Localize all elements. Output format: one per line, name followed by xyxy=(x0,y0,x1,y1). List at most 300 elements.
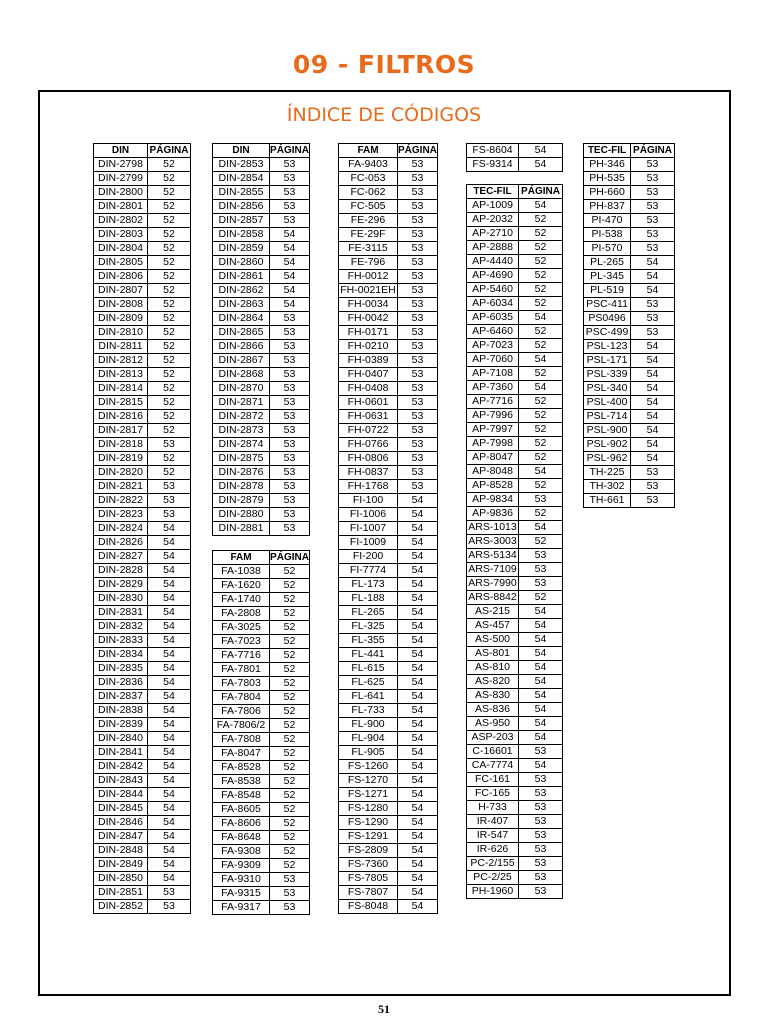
page-header: PÁGINA xyxy=(631,144,675,158)
page-title: 09 - FILTROS xyxy=(292,50,476,79)
page-ref: 54 xyxy=(398,816,438,830)
page-ref: 54 xyxy=(398,536,438,550)
page-ref: 53 xyxy=(270,887,310,901)
product-code: FH-0766 xyxy=(339,438,398,452)
page-ref: 52 xyxy=(519,507,563,521)
table-row xyxy=(94,592,191,606)
table-row xyxy=(94,578,191,592)
page-ref: 52 xyxy=(148,284,191,298)
table-row xyxy=(339,312,438,326)
product-code: DIN-2813 xyxy=(94,368,148,382)
table-row xyxy=(584,186,675,200)
table-row xyxy=(467,549,563,563)
table-row xyxy=(339,326,438,340)
page-ref: 52 xyxy=(270,761,310,775)
page-ref: 53 xyxy=(270,480,310,494)
page-ref: 53 xyxy=(270,214,310,228)
product-code: PSC-411 xyxy=(584,298,631,312)
page-ref: 54 xyxy=(148,592,191,606)
product-code: DIN-2808 xyxy=(94,298,148,312)
product-code: TH-661 xyxy=(584,494,631,508)
product-code: AS-810 xyxy=(467,661,519,675)
product-code: FL-188 xyxy=(339,592,398,606)
product-code: DIN-2817 xyxy=(94,424,148,438)
table-row xyxy=(467,815,563,829)
page-ref: 54 xyxy=(148,550,191,564)
product-code: FL-905 xyxy=(339,746,398,760)
product-code: AP-4440 xyxy=(467,255,519,269)
page-ref: 54 xyxy=(148,760,191,774)
product-code: PI-470 xyxy=(584,214,631,228)
page-ref: 53 xyxy=(519,815,563,829)
product-code: FI-1009 xyxy=(339,536,398,550)
product-code: DIN-2806 xyxy=(94,270,148,284)
product-code: FA-8605 xyxy=(213,803,270,817)
product-code: FH-0407 xyxy=(339,368,398,382)
table-row xyxy=(94,844,191,858)
page-ref: 54 xyxy=(519,381,563,395)
table-row xyxy=(339,830,438,844)
page-header: PÁGINA xyxy=(398,145,437,156)
table-row xyxy=(213,340,310,354)
product-code: FA-8606 xyxy=(213,817,270,831)
page-ref: 52 xyxy=(148,466,191,480)
table-row xyxy=(467,144,563,158)
table-row xyxy=(584,466,675,480)
page-ref: 54 xyxy=(398,900,438,914)
table-row xyxy=(339,550,438,564)
page-ref: 54 xyxy=(519,759,563,773)
page-ref: 54 xyxy=(398,676,438,690)
product-code: AS-500 xyxy=(467,633,519,647)
table-row xyxy=(213,158,310,172)
table-row xyxy=(213,705,310,719)
table-row xyxy=(94,886,191,900)
table-row xyxy=(213,396,310,410)
page-ref: 53 xyxy=(398,452,438,466)
product-code: FH-0389 xyxy=(339,354,398,368)
table-row xyxy=(467,493,563,507)
page-ref: 53 xyxy=(631,228,675,242)
product-code: AS-820 xyxy=(467,675,519,689)
product-code: FH-0408 xyxy=(339,382,398,396)
table-row xyxy=(213,817,310,831)
table-row xyxy=(467,339,563,353)
table-row xyxy=(213,901,310,915)
product-code: FI-100 xyxy=(339,494,398,508)
product-code: PSL-171 xyxy=(584,354,631,368)
table-row xyxy=(584,270,675,284)
page-ref: 54 xyxy=(519,465,563,479)
page-ref: 53 xyxy=(148,508,191,522)
page-ref: 53 xyxy=(270,396,310,410)
table-row xyxy=(94,172,191,186)
page-ref: 54 xyxy=(398,788,438,802)
page-ref: 54 xyxy=(519,521,563,535)
table-row xyxy=(467,311,563,325)
table-row xyxy=(213,494,310,508)
page-ref: 52 xyxy=(270,579,310,593)
page-ref: 53 xyxy=(519,563,563,577)
table-row xyxy=(94,900,191,914)
product-code: FH-0012 xyxy=(339,270,398,284)
index-column xyxy=(93,143,191,914)
table-row xyxy=(584,438,675,452)
table-row xyxy=(339,578,438,592)
product-code: FS-7807 xyxy=(339,886,398,900)
page-ref: 52 xyxy=(519,423,563,437)
page-ref: 54 xyxy=(148,536,191,550)
table-row xyxy=(94,718,191,732)
table-row xyxy=(94,550,191,564)
product-code: ARS-7990 xyxy=(468,577,517,589)
table-row xyxy=(213,593,310,607)
product-code: AP-6460 xyxy=(467,325,519,339)
table-row xyxy=(467,787,563,801)
table-row xyxy=(467,353,563,367)
product-code: DIN-2838 xyxy=(94,704,148,718)
product-code: FE-3115 xyxy=(339,242,398,256)
page-ref: 54 xyxy=(519,647,563,661)
product-code: DIN-2810 xyxy=(94,326,148,340)
product-code: DIN-2854 xyxy=(213,172,270,186)
table-row xyxy=(94,830,191,844)
product-code: DIN-2801 xyxy=(94,200,148,214)
table-row xyxy=(213,887,310,901)
page-ref: 52 xyxy=(148,228,191,242)
product-code: DIN-2839 xyxy=(94,718,148,732)
table-row xyxy=(584,256,675,270)
table-row xyxy=(213,480,310,494)
product-code: FA-9308 xyxy=(213,845,270,859)
product-code: FS-8604 xyxy=(467,144,519,158)
page-ref: 54 xyxy=(519,311,563,325)
index-subtitle: ÍNDICE DE CÓDIGOS xyxy=(286,104,482,126)
product-code: DIN-2862 xyxy=(213,284,270,298)
table-row xyxy=(94,816,191,830)
page-ref: 54 xyxy=(398,494,438,508)
page-ref: 54 xyxy=(519,158,563,172)
product-code: PSL-714 xyxy=(584,410,631,424)
table-row xyxy=(213,466,310,480)
page-ref: 54 xyxy=(398,802,438,816)
page-ref: 54 xyxy=(398,886,438,900)
page-ref: 54 xyxy=(270,284,310,298)
product-code: PH-660 xyxy=(584,186,631,200)
product-code: ARS-1013 xyxy=(468,521,517,533)
product-code: FL-625 xyxy=(339,676,398,690)
product-code: FL-900 xyxy=(339,718,398,732)
table-row xyxy=(94,620,191,634)
product-code: FA-8047 xyxy=(213,747,270,761)
product-code: DIN-2805 xyxy=(94,256,148,270)
table-row xyxy=(339,480,438,494)
table-row xyxy=(94,368,191,382)
page-ref: 54 xyxy=(631,424,675,438)
table-row xyxy=(467,479,563,493)
product-code: FH-0631 xyxy=(339,410,398,424)
product-code: AP-7023 xyxy=(467,339,519,353)
table-row xyxy=(584,410,675,424)
product-code: DIN-2873 xyxy=(213,424,270,438)
page-ref: 53 xyxy=(398,200,438,214)
page-ref: 54 xyxy=(148,788,191,802)
table-row xyxy=(467,507,563,521)
table-row xyxy=(94,424,191,438)
product-code: DIN-2855 xyxy=(213,186,270,200)
table-row xyxy=(467,619,563,633)
page-ref: 52 xyxy=(519,255,563,269)
product-code: FH-0171 xyxy=(339,326,398,340)
product-code: FA-7808 xyxy=(213,733,270,747)
product-code: DIN-2819 xyxy=(94,452,148,466)
product-code: DIN-2828 xyxy=(94,564,148,578)
page-ref: 53 xyxy=(398,284,438,298)
product-code: FA-8648 xyxy=(213,831,270,845)
product-code: DIN-2846 xyxy=(94,816,148,830)
table-row xyxy=(584,452,675,466)
table-row xyxy=(467,605,563,619)
page-ref: 53 xyxy=(398,172,438,186)
code-table xyxy=(583,143,675,508)
product-code: PSL-962 xyxy=(584,452,631,466)
page-ref: 52 xyxy=(270,677,310,691)
page-ref: 54 xyxy=(631,396,675,410)
product-code: DIN-2879 xyxy=(213,494,270,508)
page-ref: 53 xyxy=(519,577,563,591)
product-code: PH-837 xyxy=(584,200,631,214)
page-ref: 53 xyxy=(270,508,310,522)
table-row xyxy=(94,732,191,746)
product-code: FS-2809 xyxy=(339,844,398,858)
table-row xyxy=(467,269,563,283)
product-code: DIN-2856 xyxy=(213,200,270,214)
product-code: TH-225 xyxy=(584,466,631,480)
table-row xyxy=(467,703,563,717)
page-ref: 53 xyxy=(270,466,310,480)
table-header-row xyxy=(213,551,310,565)
page-ref: 54 xyxy=(270,298,310,312)
table-row xyxy=(584,424,675,438)
page-ref: 53 xyxy=(398,186,438,200)
page-ref: 54 xyxy=(519,619,563,633)
table-row xyxy=(213,761,310,775)
page-ref: 54 xyxy=(148,816,191,830)
page-ref: 54 xyxy=(631,284,675,298)
page-ref: 52 xyxy=(519,241,563,255)
table-row xyxy=(339,410,438,424)
page-ref: 53 xyxy=(631,214,675,228)
table-row xyxy=(94,802,191,816)
page-ref: 53 xyxy=(398,312,438,326)
product-code: DIN-2857 xyxy=(213,214,270,228)
table-row xyxy=(467,731,563,745)
table-row xyxy=(467,675,563,689)
table-row xyxy=(94,382,191,396)
page-ref: 52 xyxy=(270,733,310,747)
code-header: TEC-FIL xyxy=(584,144,631,158)
product-code: FS-8048 xyxy=(339,900,398,914)
page-ref: 52 xyxy=(270,691,310,705)
product-code: DIN-2812 xyxy=(94,354,148,368)
page-ref: 53 xyxy=(631,186,675,200)
page-ref: 54 xyxy=(519,144,563,158)
table-row xyxy=(467,367,563,381)
table-row xyxy=(94,298,191,312)
product-code: DIN-2864 xyxy=(213,312,270,326)
product-code: FC-165 xyxy=(467,787,519,801)
table-row xyxy=(467,759,563,773)
product-code: AS-830 xyxy=(467,689,519,703)
table-row xyxy=(467,773,563,787)
product-code: AP-7716 xyxy=(467,395,519,409)
page-ref: 53 xyxy=(631,312,675,326)
page-ref: 54 xyxy=(398,844,438,858)
table-row xyxy=(94,494,191,508)
page-ref: 52 xyxy=(270,649,310,663)
page-ref: 53 xyxy=(631,480,675,494)
code-table xyxy=(466,184,563,899)
page-ref: 53 xyxy=(270,312,310,326)
product-code: DIN-2816 xyxy=(94,410,148,424)
product-code: DIN-2807 xyxy=(94,284,148,298)
page-ref: 52 xyxy=(148,186,191,200)
table-row xyxy=(339,732,438,746)
page-ref: 54 xyxy=(631,340,675,354)
page-ref: 54 xyxy=(631,452,675,466)
table-row xyxy=(339,368,438,382)
page-ref: 54 xyxy=(519,605,563,619)
table-row xyxy=(213,424,310,438)
page-ref: 54 xyxy=(398,872,438,886)
page-ref: 54 xyxy=(148,774,191,788)
page-ref: 54 xyxy=(398,718,438,732)
table-row xyxy=(213,298,310,312)
table-row xyxy=(213,410,310,424)
product-code: DIN-2821 xyxy=(94,480,148,494)
product-code: FA-7801 xyxy=(213,663,270,677)
page-ref: 53 xyxy=(398,256,438,270)
product-code: AP-5460 xyxy=(467,283,519,297)
product-code: ARS-8842 xyxy=(468,591,517,603)
page-ref: 54 xyxy=(270,256,310,270)
table-row xyxy=(584,480,675,494)
product-code: AP-4690 xyxy=(467,269,519,283)
table-row xyxy=(339,634,438,648)
table-row xyxy=(339,620,438,634)
product-code: AS-215 xyxy=(467,605,519,619)
table-row xyxy=(339,494,438,508)
product-code: FC-161 xyxy=(467,773,519,787)
page-ref: 54 xyxy=(519,353,563,367)
table-row xyxy=(467,633,563,647)
page-ref: 54 xyxy=(519,633,563,647)
product-code: DIN-2814 xyxy=(94,382,148,396)
product-code: PSL-900 xyxy=(584,424,631,438)
product-code: AP-2888 xyxy=(467,241,519,255)
page-ref: 54 xyxy=(519,703,563,717)
product-code: FA-7803 xyxy=(213,677,270,691)
table-row xyxy=(339,844,438,858)
product-code: FA-9315 xyxy=(213,887,270,901)
page-ref: 53 xyxy=(519,801,563,815)
table-row xyxy=(213,607,310,621)
page-ref: 53 xyxy=(398,424,438,438)
table-row xyxy=(339,858,438,872)
table-row xyxy=(339,256,438,270)
table-row xyxy=(94,228,191,242)
product-code: FS-1270 xyxy=(339,774,398,788)
table-row xyxy=(339,788,438,802)
product-code: DIN-2847 xyxy=(94,830,148,844)
product-code: DIN-2837 xyxy=(94,690,148,704)
product-code: C-16601 xyxy=(467,745,519,759)
table-row xyxy=(339,340,438,354)
table-row xyxy=(339,872,438,886)
page-ref: 54 xyxy=(398,620,438,634)
page-ref: 52 xyxy=(270,775,310,789)
product-code: FE-29F xyxy=(339,228,398,242)
product-code: PSL-340 xyxy=(584,382,631,396)
product-code: DIN-2802 xyxy=(94,214,148,228)
page-ref: 54 xyxy=(148,606,191,620)
index-column xyxy=(466,143,563,899)
table-row xyxy=(339,298,438,312)
table-row xyxy=(94,690,191,704)
product-code: DIN-2809 xyxy=(94,312,148,326)
table-row xyxy=(94,634,191,648)
product-code: DIN-2870 xyxy=(213,382,270,396)
page-ref: 53 xyxy=(270,200,310,214)
page-header: PÁGINA xyxy=(148,144,191,158)
page-ref: 54 xyxy=(148,578,191,592)
product-code: DIN-2867 xyxy=(213,354,270,368)
product-code: FS-1260 xyxy=(339,760,398,774)
table-row xyxy=(467,843,563,857)
table-row xyxy=(584,228,675,242)
product-code: AP-6035 xyxy=(467,311,519,325)
page-ref: 54 xyxy=(398,648,438,662)
page-ref: 53 xyxy=(519,871,563,885)
table-row xyxy=(339,242,438,256)
product-code: DIN-2878 xyxy=(213,480,270,494)
table-row xyxy=(213,522,310,536)
table-row xyxy=(213,775,310,789)
table-row xyxy=(94,606,191,620)
product-code: FE-796 xyxy=(339,256,398,270)
table-row xyxy=(94,410,191,424)
table-row xyxy=(467,829,563,843)
page-ref: 52 xyxy=(519,213,563,227)
page-ref: 52 xyxy=(148,270,191,284)
code-header: FAM xyxy=(339,144,398,158)
product-code: DIN-2824 xyxy=(94,522,148,536)
table-row xyxy=(94,662,191,676)
code-header: DIN xyxy=(213,144,270,158)
table-row xyxy=(584,200,675,214)
table-row xyxy=(339,270,438,284)
table-row xyxy=(339,186,438,200)
product-code: FI-1007 xyxy=(339,522,398,536)
product-code: DIN-2876 xyxy=(213,466,270,480)
product-code: FL-355 xyxy=(339,634,398,648)
page-ref: 53 xyxy=(519,829,563,843)
table-row xyxy=(213,284,310,298)
index-column xyxy=(338,143,438,914)
page-ref: 54 xyxy=(398,830,438,844)
page-ref: 53 xyxy=(398,158,438,172)
product-code: FL-733 xyxy=(339,704,398,718)
